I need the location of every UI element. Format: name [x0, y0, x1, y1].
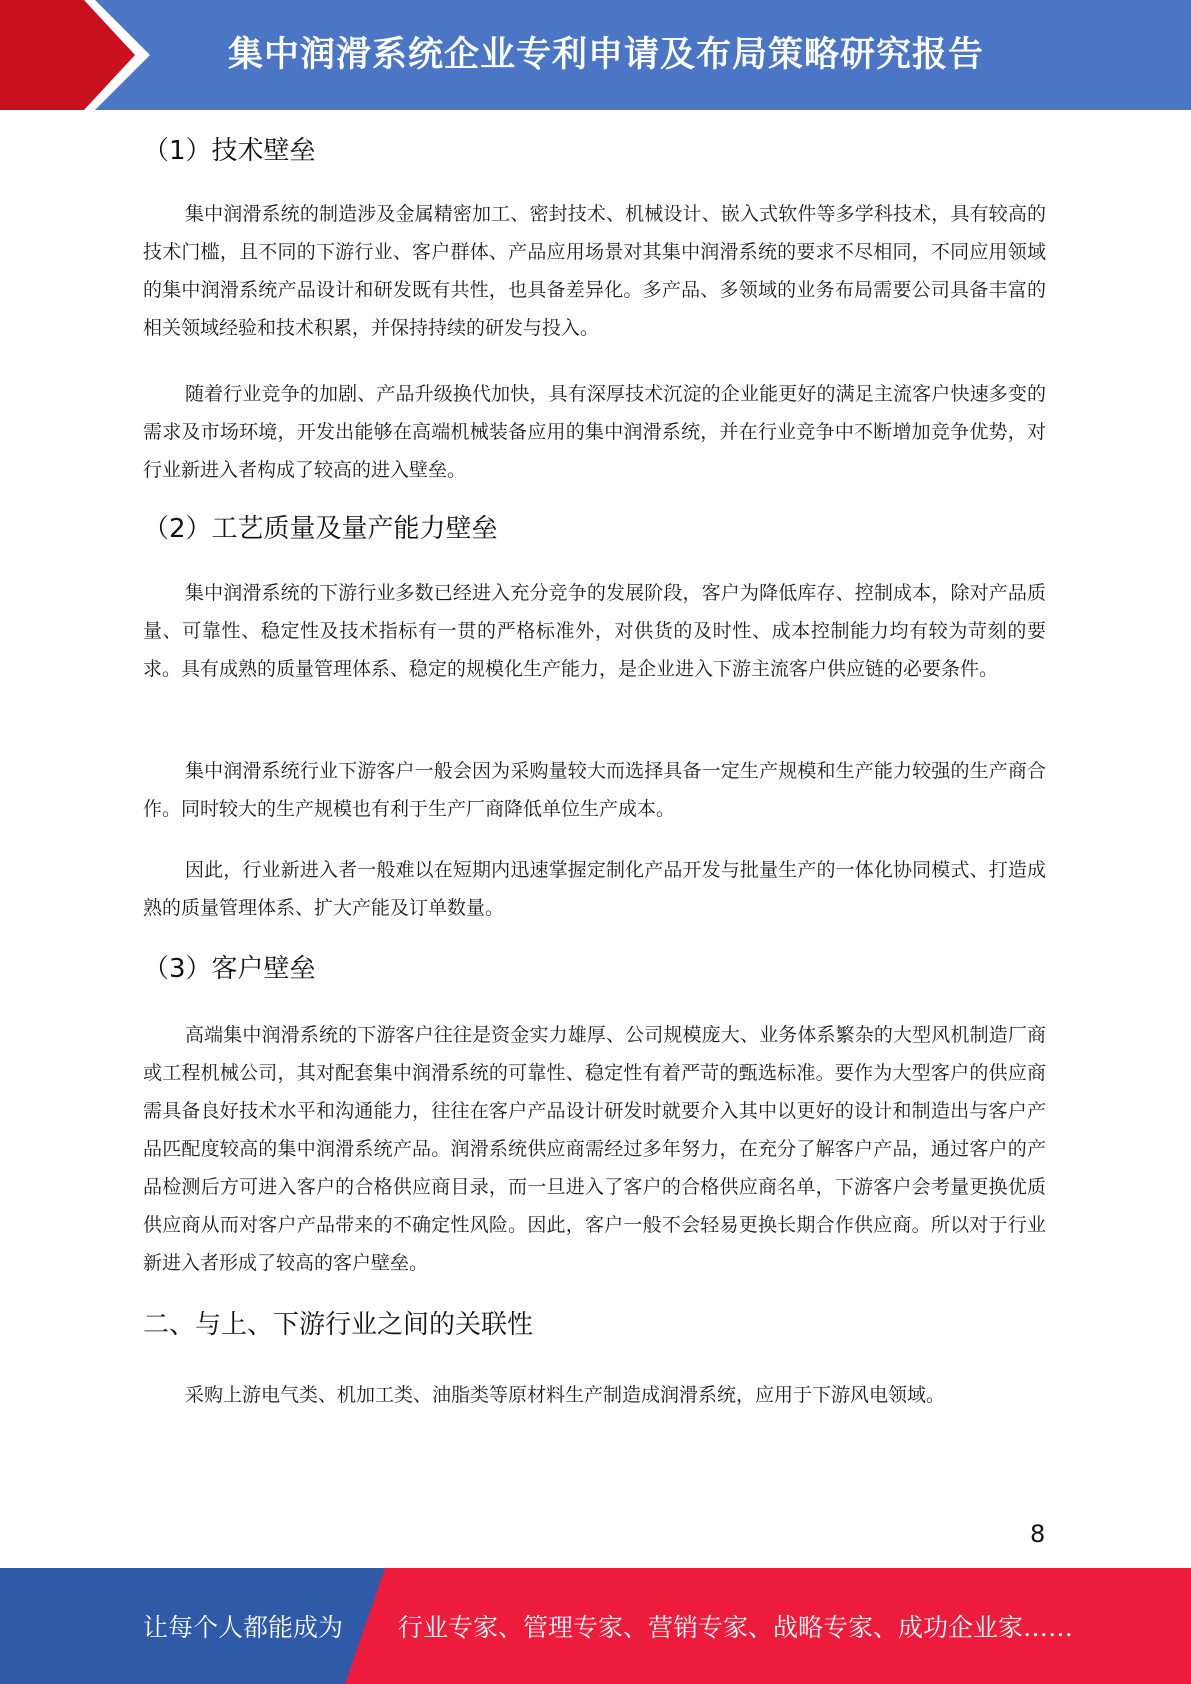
paragraph: 因此，行业新进入者一般难以在短期内迅速掌握定制化产品开发与批量生产的一体化协同模式、打造成熟的质量管理体系、扩大产能及订单数量。	[143, 859, 1046, 919]
section-heading-customer-barrier: （3）客户壁垒	[143, 954, 316, 984]
section-heading-technical-barrier: （1）技术壁垒	[143, 136, 316, 166]
page-number: 8	[1030, 1520, 1046, 1548]
section-heading-upstream-downstream: 二、与上、下游行业之间的关联性	[143, 1310, 534, 1340]
paragraph: 集中润滑系统行业下游客户一般会因为采购量较大而选择具备一定生产规模和生产能力较强的生产商合作。同时较大的生产规模也有利于生产厂商降低单位生产成本。	[143, 760, 1046, 820]
paragraph: 集中润滑系统的下游行业多数已经进入充分竞争的发展阶段，客户为降低库存、控制成本，除对产品质量、可靠性、稳定性及技术指标有一贯的严格标准外，对供货的及时性、成本控制能力均有较为苛刻的要求。具有成熟的质量管理体系、稳定的规模化生产能力，是企业进入下游主流客户供应链的必要条件。	[143, 582, 1046, 680]
page-header	[0, 0, 1191, 110]
paragraph: 随着行业竞争的加剧、产品升级换代加快，具有深厚技术沉淀的企业能更好的满足主流客户快速多变的需求及市场环境，开发出能够在高端机械装备应用的集中润滑系统，并在行业竞争中不断增加竞争优势，对行业新进入者构成了较高的进入壁垒。	[143, 383, 1046, 481]
paragraph: 集中润滑系统的制造涉及金属精密加工、密封技术、机械设计、嵌入式软件等多学科技术，具有较高的技术门槛，且不同的下游行业、客户群体、产品应用场景对其集中润滑系统的要求不尽相同，不同应用领域的集中润滑系统产品设计和研发既有共性，也具备差异化。多产品、多领域的业务布局需要公司具备丰富的相关领域经验和技术积累，并保持持续的研发与投入。	[143, 203, 1046, 339]
footer-slogan-right: 行业专家、管理专家、营销专家、战略专家、成功企业家……	[398, 1613, 1074, 1642]
paragraph: 采购上游电气类、机加工类、油脂类等原材料生产制造成润滑系统，应用于下游风电领域。	[185, 1384, 946, 1406]
document-title: 集中润滑系统企业专利申请及布局策略研究报告	[228, 35, 985, 75]
header-arrow-decoration	[0, 0, 160, 110]
page-footer	[0, 1568, 1191, 1684]
section-heading-process-quality-barrier: （2）工艺质量及量产能力壁垒	[143, 514, 498, 544]
footer-slogan-left: 让每个人都能成为	[143, 1613, 344, 1642]
paragraph: 高端集中润滑系统的下游客户往往是资金实力雄厚、公司规模庞大、业务体系繁杂的大型风机制造厂商或工程机械公司，其对配套集中润滑系统的可靠性、稳定性有着严苛的甄选标准。要作为大型客户的供应商需具备良好技术水平和沟通能力，往往在客户产品设计研发时就要介入其中以更好的设计和制造出与客户产品匹配度较高的集中润滑系统产品。润滑系统供应商需经过多年努力，在充分了解客户产品，通过客户的产品检测后方可进入客户的合格供应商目录，而一旦进入了客户的合格供应商名单，下游客户会考量更换优质供应商从而对客户产品带来的不确定性风险。因此，客户一般不会轻易更换长期合作供应商。所以对于行业新进入者形成了较高的客户壁垒。	[143, 1024, 1046, 1274]
